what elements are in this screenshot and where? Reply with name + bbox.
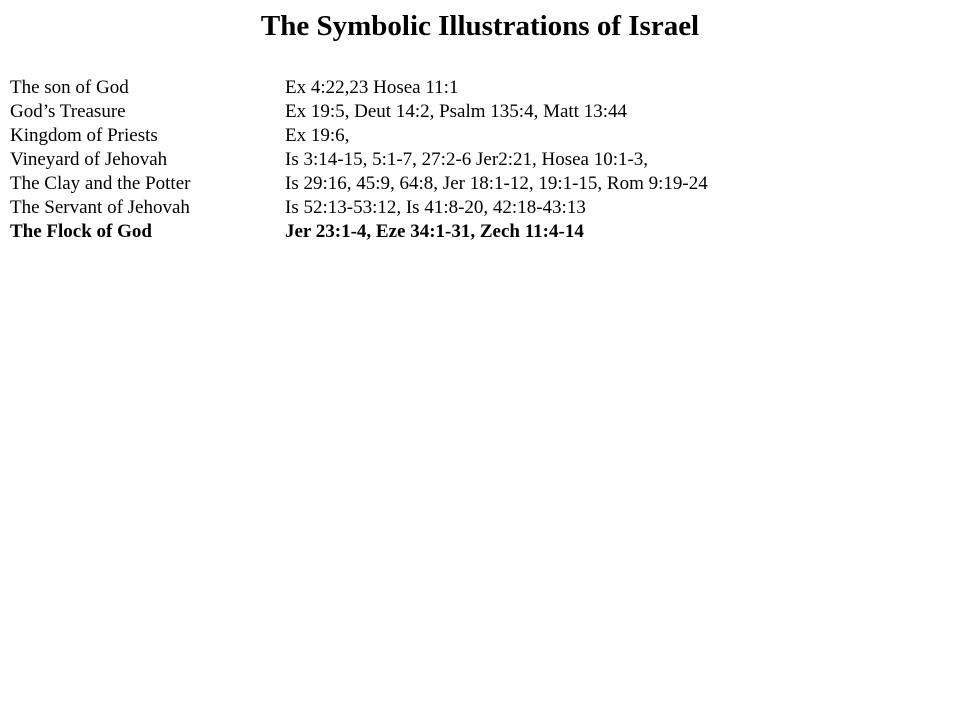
list-item-flock-of-god — [10, 220, 950, 244]
list-item-servant-of-jehovah — [10, 196, 950, 220]
scripture-references: Ex 4:22,23 Hosea 11:1 — [285, 77, 459, 98]
list-item-clay-and-potter — [10, 172, 950, 196]
scripture-references: Ex 19:6, — [285, 125, 350, 146]
list-item-vineyard-of-jehovah — [10, 148, 950, 172]
illustration-name: Kingdom of Priests — [10, 125, 158, 146]
scripture-references: Ex 19:5, Deut 14:2, Psalm 135:4, Matt 13:44 — [285, 101, 627, 122]
list-item-kingdom-of-priests — [10, 124, 950, 148]
list-item-gods-treasure — [10, 100, 950, 124]
illustration-name: The son of God — [10, 77, 129, 98]
illustration-name: God’s Treasure — [10, 101, 126, 122]
scripture-references: Jer 23:1-4, Eze 34:1-31, Zech 11:4-14 — [285, 221, 584, 242]
list-item-son-of-god — [10, 76, 950, 100]
illustration-name: The Clay and the Potter — [10, 173, 191, 194]
page-title: The Symbolic Illustrations of Israel — [260, 10, 700, 42]
illustration-name: The Servant of Jehovah — [10, 197, 190, 218]
illustration-name: Vineyard of Jehovah — [10, 149, 168, 170]
scripture-references: Is 3:14-15, 5:1-7, 27:2-6 Jer2:21, Hosea 10:1-3, — [285, 149, 649, 170]
scripture-references: Is 29:16, 45:9, 64:8, Jer 18:1-12, 19:1-15, Rom 9:19-24 — [285, 173, 708, 194]
scripture-references: Is 52:13-53:12, Is 41:8-20, 42:18-43:13 — [285, 197, 586, 218]
illustration-list — [10, 76, 950, 244]
illustration-name: The Flock of God — [10, 221, 152, 242]
